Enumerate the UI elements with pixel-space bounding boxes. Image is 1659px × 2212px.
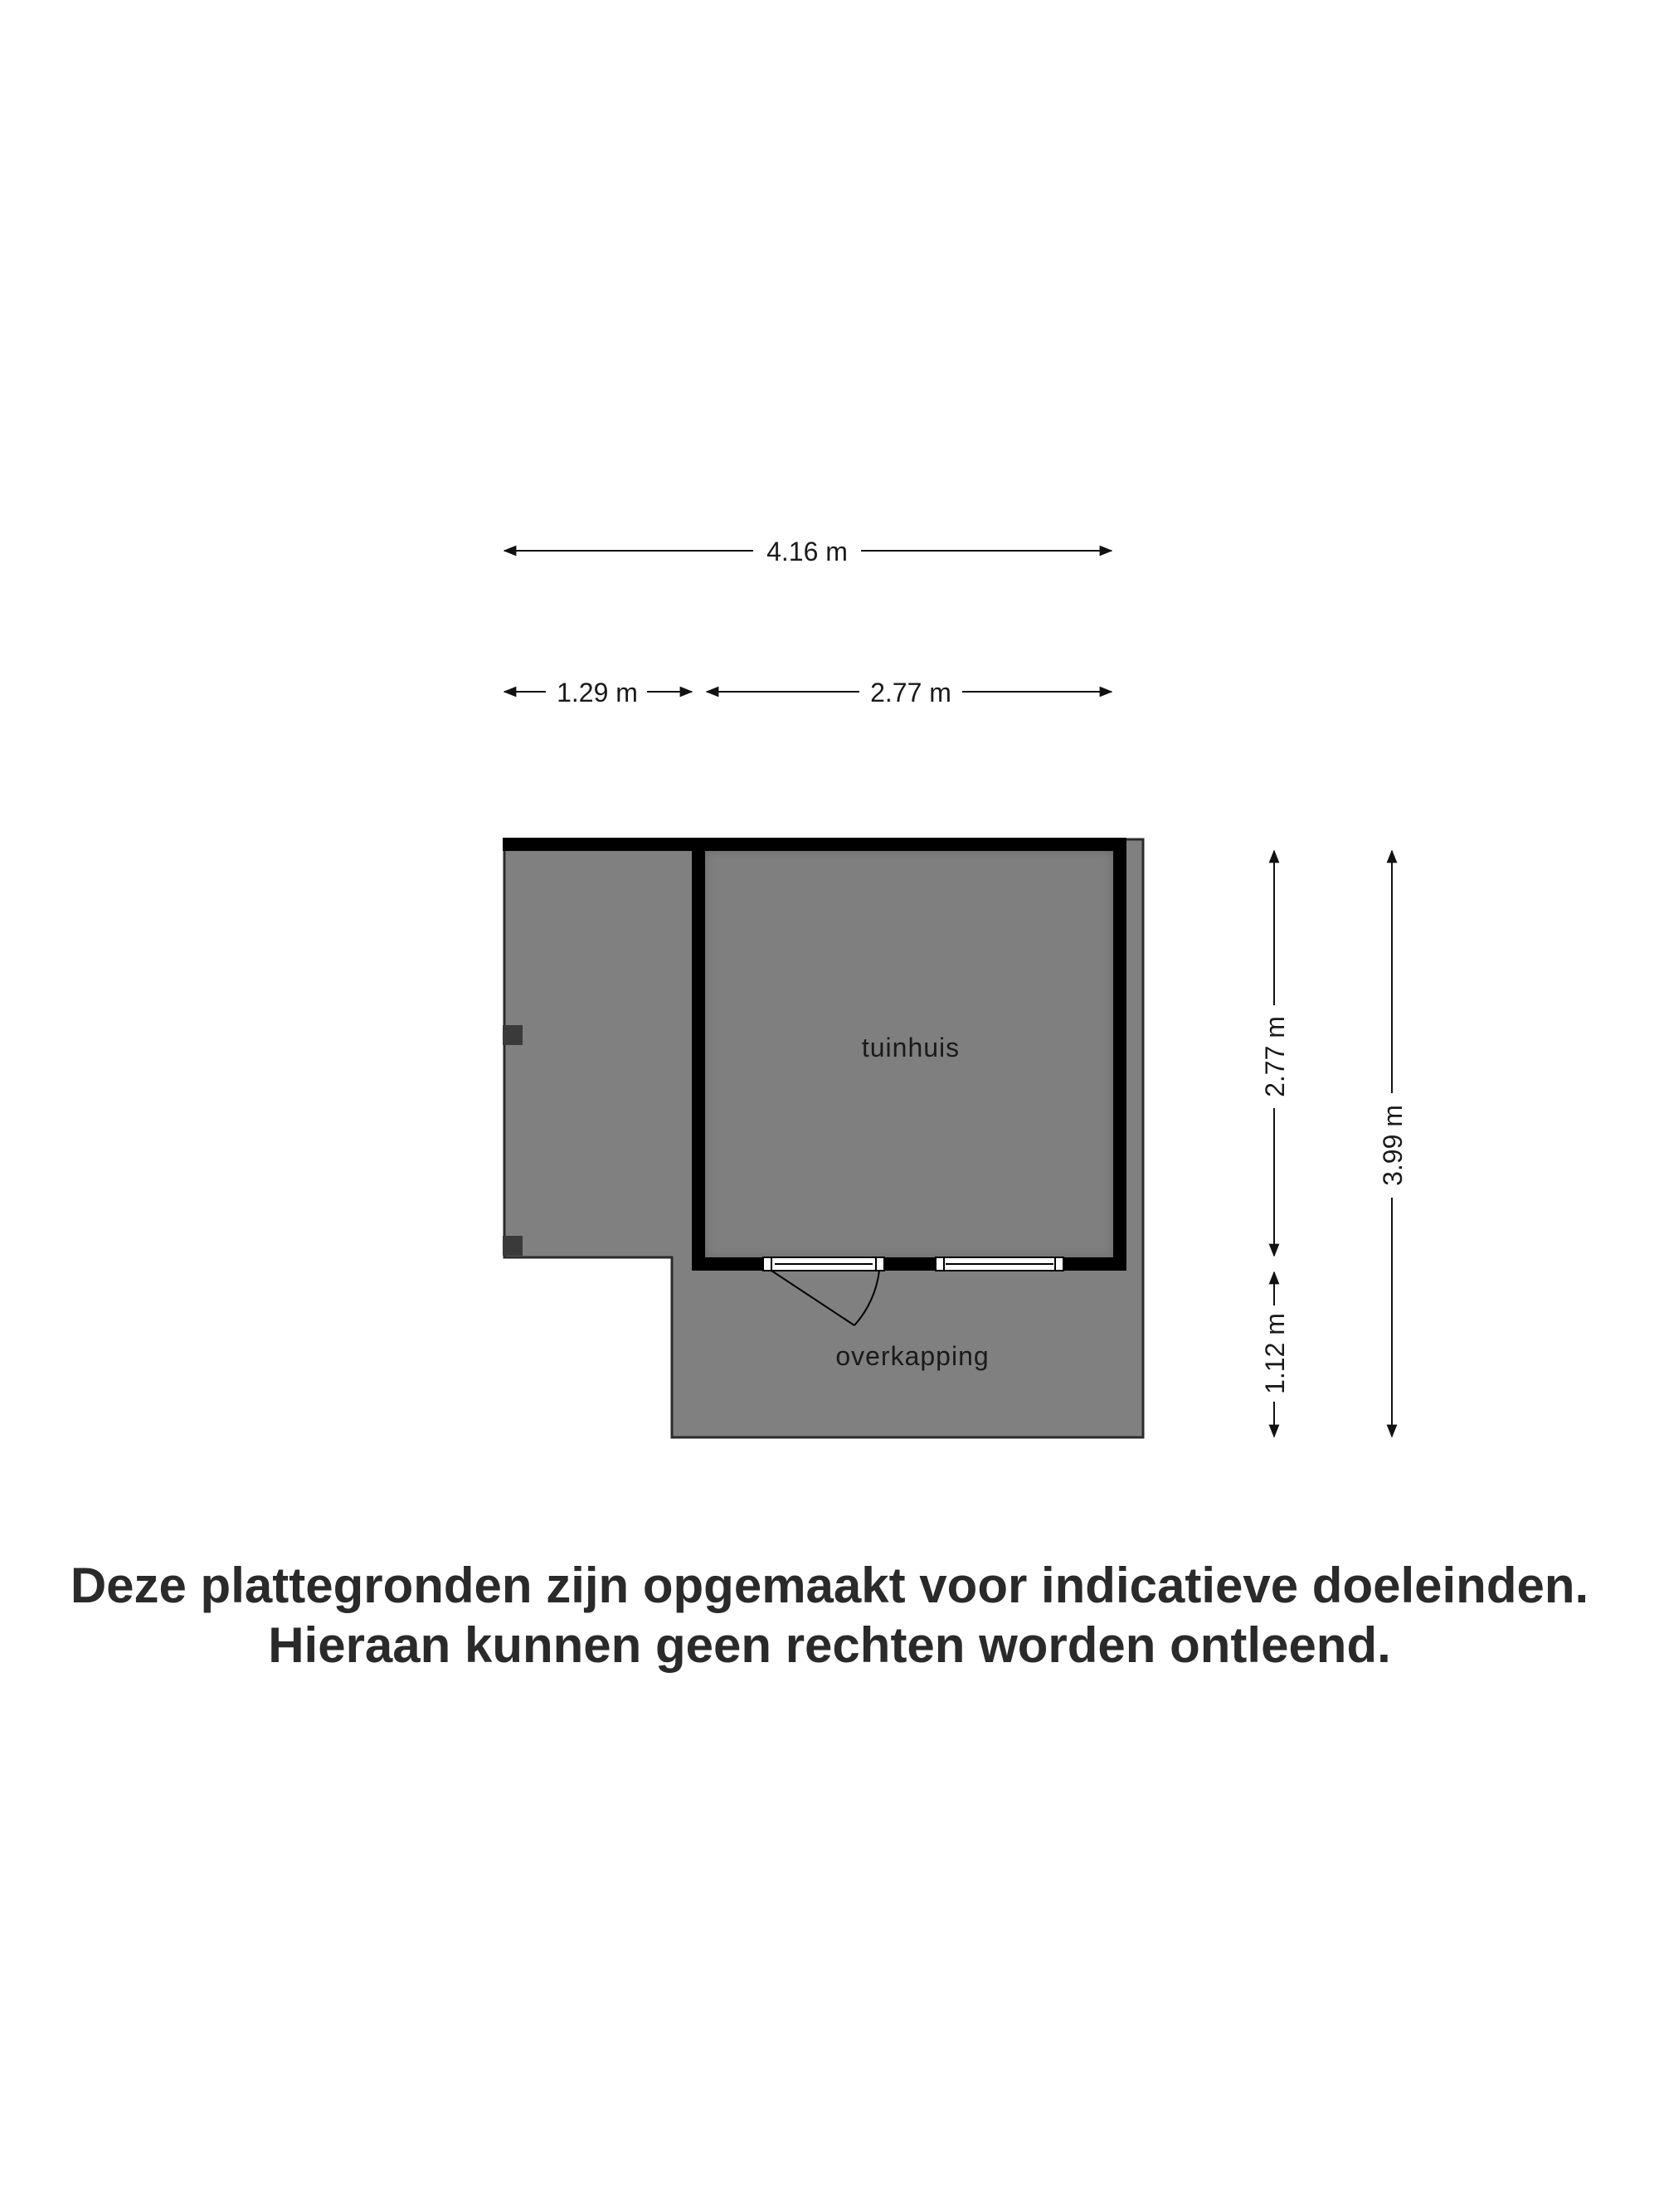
dimension-tuinhuis-depth <box>1260 851 1290 1256</box>
floor-areas <box>504 839 1143 1437</box>
dimension-total-depth <box>1378 851 1408 1437</box>
dimension-overkapping-width <box>504 678 692 707</box>
bottom-wall-left <box>692 1257 763 1271</box>
post-upper <box>503 1025 523 1045</box>
dimension-tuinhuis-width <box>707 678 1112 707</box>
dimension-label-total-depth: 3.99 m <box>1378 1105 1408 1186</box>
dimension-overkapping-depth <box>1260 1272 1290 1437</box>
room-label-overkapping: overkapping <box>835 1341 990 1371</box>
tuinhuis-left-wall <box>692 838 705 1271</box>
dimension-total-width <box>504 537 1112 566</box>
disclaimer-line-1: Deze plattegronden zijn opgemaakt voor indicatieve doeleinden. <box>70 1558 1589 1613</box>
tuinhuis-right-wall <box>1113 838 1126 1271</box>
disclaimer-line-2: Hieraan kunnen geen rechten worden ontleend. <box>268 1617 1391 1673</box>
post-lower <box>503 1236 523 1256</box>
bottom-wall-middle <box>884 1257 936 1271</box>
dimension-label-total-width: 4.16 m <box>766 537 848 566</box>
dimension-label-tuinhuis-width: 2.77 m <box>870 678 951 707</box>
dimension-label-tuinhuis-depth: 2.77 m <box>1260 1016 1290 1097</box>
dimension-label-overkapping-depth: 1.12 m <box>1260 1313 1290 1394</box>
room-label-tuinhuis: tuinhuis <box>861 1033 961 1062</box>
bottom-wall-right <box>1063 1257 1126 1271</box>
dimension-label-overkapping-width: 1.29 m <box>557 678 638 707</box>
top-wall <box>503 838 1126 851</box>
